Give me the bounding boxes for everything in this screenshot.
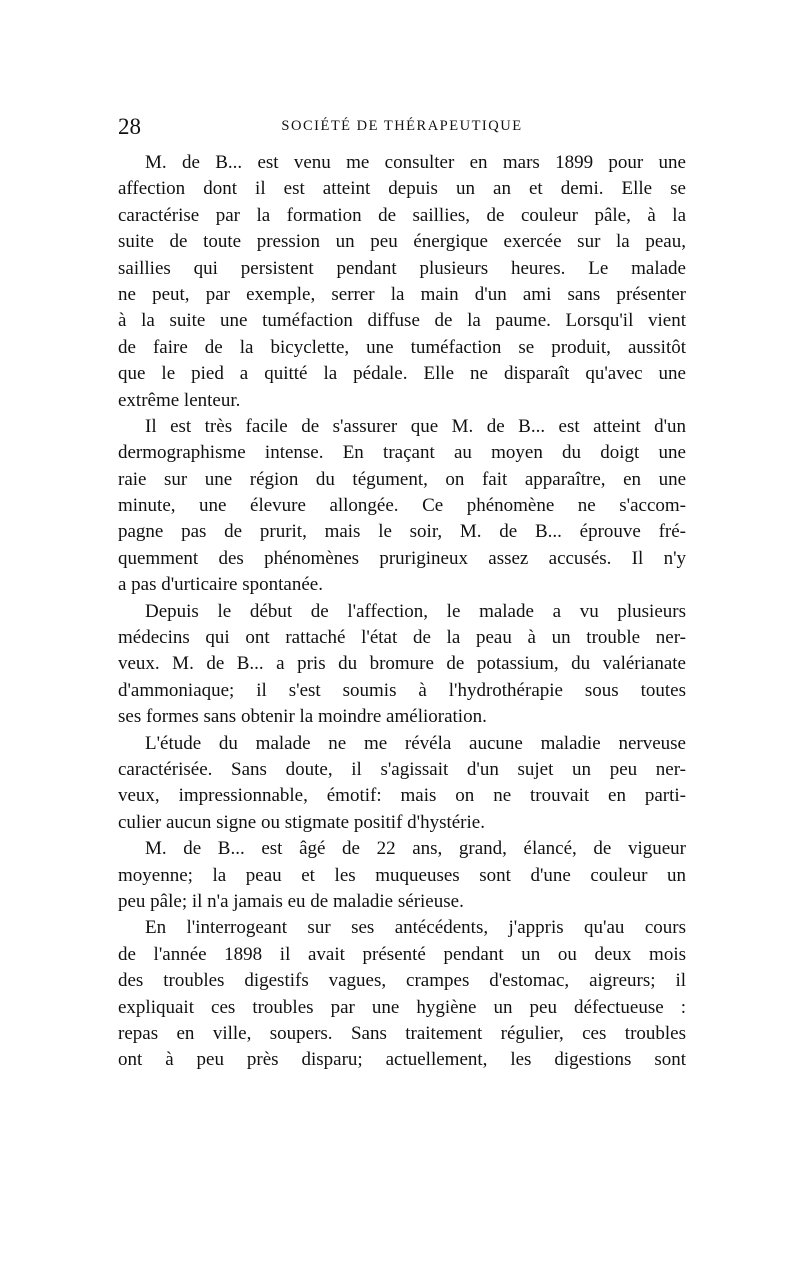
text-line: expliquait ces troubles par une hygiène un peu défectueuse : <box>118 996 686 1018</box>
text-line: que le pied a quitté la pédale. Elle ne disparaît qu'avec une <box>118 363 686 385</box>
text-line: M. de B... est venu me consulter en mars 1899 pour une <box>145 152 686 173</box>
text-line: médecins qui ont rattaché l'état de la peau à un trouble ner- <box>118 627 686 649</box>
text-line: ses formes sans obtenir la moindre amélioration. <box>118 706 487 728</box>
text-line: L'étude du malade ne me révéla aucune maladie nerveuse <box>145 732 686 754</box>
text-line: d'ammoniaque; il s'est soumis à l'hydrothérapie sous toutes <box>118 679 686 701</box>
text-line: de l'année 1898 il avait présenté pendant un ou deux mois <box>118 943 686 965</box>
text-line: veux, impressionnable, émotif: mais on ne trouvait en parti- <box>118 785 686 807</box>
text-line: Il est très facile de s'assurer que M. de B... est atteint d'un <box>145 415 686 437</box>
text-line: dermographisme intense. En traçant au moyen du doigt une <box>118 442 686 464</box>
text-line: ne peut, par exemple, serrer la main d'un ami sans présenter <box>118 283 686 305</box>
text-line: minute, une élevure allongée. Ce phénomène ne s'accom- <box>118 495 686 517</box>
page-header <box>118 114 686 138</box>
text-line: raie sur une région du tégument, on fait apparaître, en une <box>118 468 686 490</box>
running-title: SOCIÉTÉ DE THÉRAPEUTIQUE <box>281 118 523 134</box>
text-line: Depuis le début de l'affection, le malade a vu plusieurs <box>145 600 686 622</box>
text-line: à la suite une tuméfaction diffuse de la paume. Lorsqu'il vient <box>118 310 686 332</box>
text-line: peu pâle; il n'a jamais eu de maladie sérieuse. <box>118 890 464 912</box>
body-text <box>118 150 686 1074</box>
text-line: pagne pas de prurit, mais le soir, M. de B... éprouve fré- <box>118 521 686 543</box>
text-line: En l'interrogeant sur ses antécédents, j'appris qu'au cours <box>145 917 686 939</box>
text-line: caractérisée. Sans doute, il s'agissait d'un sujet un peu ner- <box>118 758 686 780</box>
text-line: moyenne; la peau et les muqueuses sont d'une couleur un <box>118 864 686 886</box>
text-line: repas en ville, soupers. Sans traitement régulier, ces troubles <box>118 1022 686 1044</box>
text-line: caractérise par la formation de saillies, de couleur pâle, à la <box>118 204 686 226</box>
text-line: saillies qui persistent pendant plusieurs heures. Le malade <box>118 257 686 279</box>
text-line: suite de toute pression un peu énergique exercée sur la peau, <box>118 231 686 253</box>
text-line: veux. M. de B... a pris du bromure de potassium, du valérianate <box>118 653 686 675</box>
text-line: des troubles digestifs vagues, crampes d'estomac, aigreurs; il <box>118 970 686 992</box>
text-line: quemment des phénomènes prurigineux assez accusés. Il n'y <box>118 547 686 569</box>
text-line: affection dont il est atteint depuis un an et demi. Elle se <box>118 178 686 200</box>
text-line: a pas d'urticaire spontanée. <box>118 574 323 596</box>
text-line: extrême lenteur. <box>118 389 241 411</box>
text-line: ont à peu près disparu; actuellement, les digestions sont <box>118 1049 686 1071</box>
text-line: M. de B... est âgé de 22 ans, grand, élancé, de vigueur <box>145 838 686 860</box>
text-line: culier aucun signe ou stigmate positif d'hystérie. <box>118 811 485 833</box>
text-line: de faire de la bicyclette, une tuméfaction se produit, aussitôt <box>118 336 686 358</box>
page-number: 28 <box>118 114 141 139</box>
